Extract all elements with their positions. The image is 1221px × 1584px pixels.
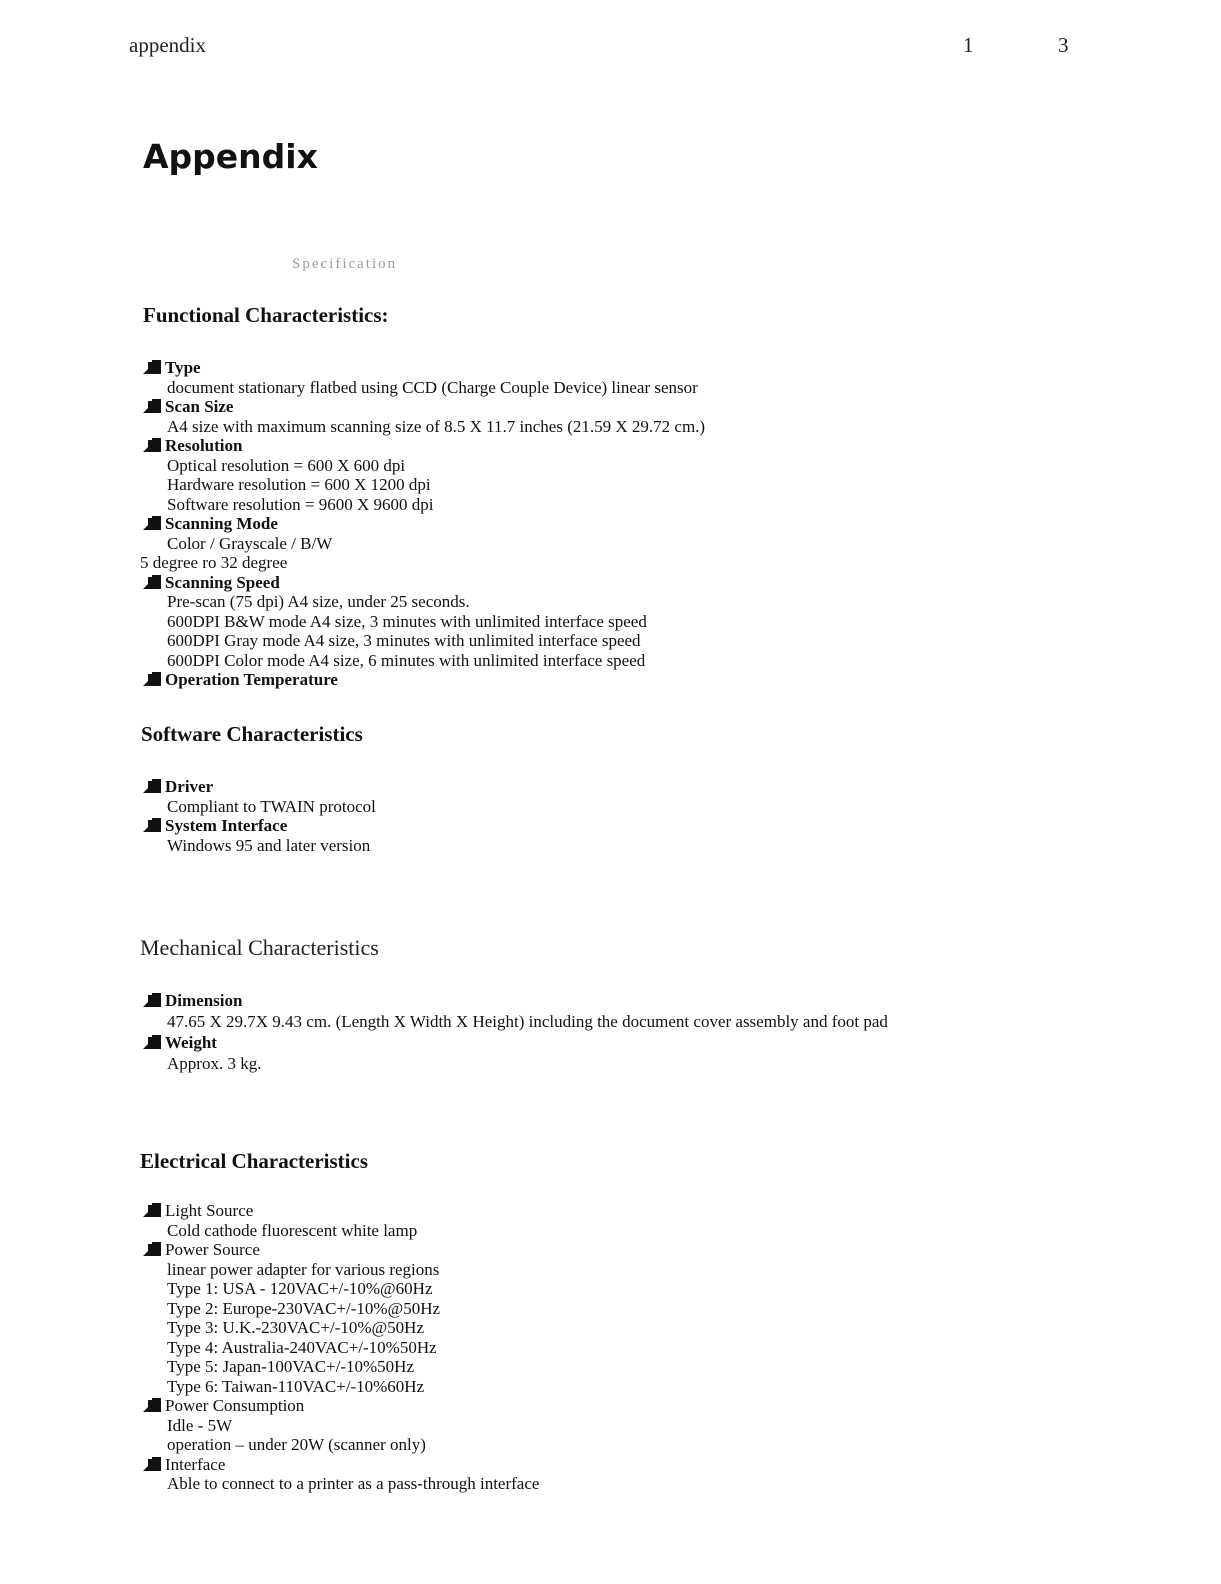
type-label: Type (165, 358, 201, 377)
resolution-label: Resolution (165, 436, 243, 455)
bullet-icon (143, 1203, 161, 1217)
bullet-icon (143, 818, 161, 832)
list-item (143, 514, 705, 534)
speed-gray: 600DPI Gray mode A4 size, 3 minutes with unlimited interface speed (167, 631, 641, 650)
system-interface-label: System Interface (165, 816, 288, 835)
list-item (143, 1033, 888, 1054)
bullet-icon (143, 516, 161, 530)
bullet-icon (143, 1242, 161, 1256)
scan-size-label: Scan Size (165, 397, 234, 416)
operation-temperature-label: Operation Temperature (165, 670, 338, 689)
speed-prescan: Pre-scan (75 dpi) A4 size, under 25 seconds. (167, 592, 470, 611)
list-item (143, 573, 705, 593)
functional-heading: Functional Characteristics: (143, 303, 389, 327)
bullet-icon (143, 779, 161, 793)
bullet-icon (143, 360, 161, 374)
dimension-label: Dimension (165, 991, 243, 1010)
list-item (143, 991, 888, 1012)
idle-consumption: Idle - 5W (167, 1415, 233, 1435)
scanning-mode-desc: Color / Grayscale / B/W (167, 533, 333, 553)
list-item (143, 436, 705, 456)
speed-color: 600DPI Color mode A4 size, 6 minutes with unlimited interface speed (167, 650, 646, 670)
type-desc: document stationary flatbed using CCD (Charge Couple Device) linear sensor (167, 377, 698, 397)
bullet-icon (143, 399, 161, 413)
bullet-icon (143, 672, 161, 686)
faint-subheading: Specification (292, 256, 398, 272)
mechanical-heading: Mechanical Characteristics (140, 935, 379, 960)
power-type-1: Type 1: USA - 120VAC+/-10%@60Hz (167, 1279, 433, 1298)
scanning-speed-label: Scanning Speed (165, 572, 280, 592)
page-number-a: 1 (963, 33, 974, 57)
weight-desc: Approx. 3 kg. (167, 1054, 262, 1073)
running-header: appendix (129, 33, 206, 57)
light-source-label: Light Source (165, 1201, 254, 1220)
software-list (143, 777, 376, 855)
interface-label: Interface (165, 1454, 226, 1474)
mechanical-list (143, 991, 888, 1074)
power-type-3: Type 3: U.K.-230VAC+/-10%@50Hz (167, 1318, 424, 1337)
bullet-icon (143, 1457, 161, 1471)
power-source-desc: linear power adapter for various regions (167, 1259, 440, 1279)
page-title: Appendix (143, 137, 318, 176)
bullet-icon (143, 1398, 161, 1412)
electrical-heading: Electrical Characteristics (140, 1149, 368, 1173)
system-interface-desc: Windows 95 and later version (167, 835, 371, 855)
scanning-mode-label: Scanning Mode (165, 514, 278, 533)
power-type-6: Type 6: Taiwan-110VAC+/-10%60Hz (167, 1376, 425, 1396)
software-heading: Software Characteristics (141, 722, 363, 746)
list-item (143, 777, 376, 797)
list-item (143, 397, 705, 417)
temperature-value: 5 degree ro 32 degree (140, 553, 288, 572)
resolution-optical: Optical resolution = 600 X 600 dpi (167, 455, 406, 475)
bullet-icon (143, 1035, 161, 1049)
operation-consumption: operation – under 20W (scanner only) (167, 1435, 426, 1454)
list-item (143, 1396, 539, 1416)
power-type-5: Type 5: Japan-100VAC+/-10%50Hz (167, 1357, 414, 1376)
interface-desc: Able to connect to a printer as a pass-through interface (167, 1474, 540, 1493)
bullet-icon (143, 575, 161, 589)
list-item (143, 816, 376, 836)
weight-label: Weight (165, 1033, 217, 1052)
power-source-label: Power Source (165, 1240, 260, 1259)
power-type-4: Type 4: Australia-240VAC+/-10%50Hz (167, 1337, 437, 1357)
driver-label: Driver (165, 777, 214, 796)
bullet-icon (143, 438, 161, 452)
list-item (143, 1455, 539, 1475)
bullet-icon (143, 993, 161, 1007)
driver-desc: Compliant to TWAIN protocol (167, 796, 376, 816)
scan-size-desc: A4 size with maximum scanning size of 8.5 X 11.7 inches (21.59 X 29.72 cm.) (167, 416, 706, 436)
dimension-desc: 47.65 X 29.7X 9.43 cm. (Length X Width X Height) including the document cover assembly and foot pad (167, 1012, 888, 1031)
electrical-list (143, 1201, 539, 1494)
resolution-software: Software resolution = 9600 X 9600 dpi (167, 494, 434, 514)
list-item (143, 670, 705, 690)
resolution-hardware: Hardware resolution = 600 X 1200 dpi (167, 475, 431, 494)
power-type-2: Type 2: Europe-230VAC+/-10%@50Hz (167, 1298, 441, 1318)
page-number-b: 3 (1058, 33, 1069, 57)
speed-bw: 600DPI B&W mode A4 size, 3 minutes with unlimited interface speed (167, 611, 647, 631)
list-item (143, 1240, 539, 1260)
list-item (143, 358, 705, 378)
functional-list (140, 358, 706, 690)
light-source-desc: Cold cathode fluorescent white lamp (167, 1220, 418, 1240)
power-consumption-label: Power Consumption (165, 1396, 305, 1415)
list-item (143, 1201, 539, 1221)
